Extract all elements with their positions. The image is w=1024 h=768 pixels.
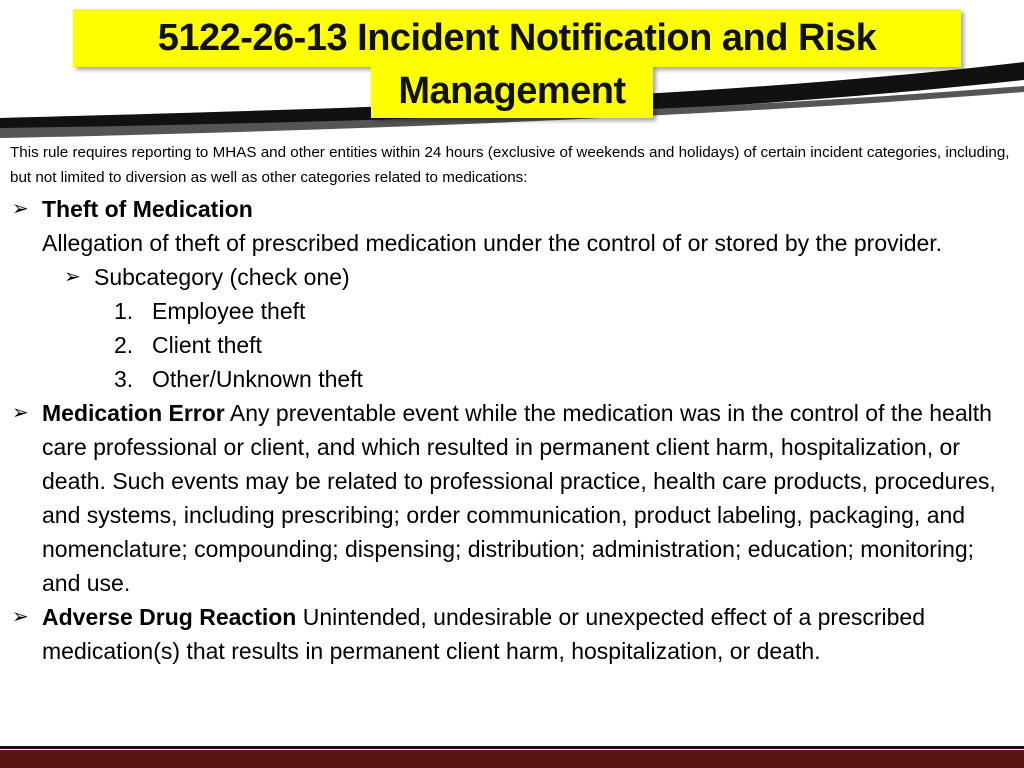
theft-heading-row bbox=[10, 192, 1015, 226]
footer-bar bbox=[0, 750, 1024, 768]
theft-description: Allegation of theft of prescribed medication under the control of or stored by the provider. bbox=[42, 230, 943, 256]
slide-content bbox=[10, 140, 1015, 668]
footer-line bbox=[0, 746, 1024, 749]
theft-subcategory-row bbox=[10, 260, 1015, 294]
list-item bbox=[10, 328, 1015, 362]
arrow-bullet-icon: ➢ bbox=[64, 266, 81, 288]
list-number: 1. bbox=[114, 298, 134, 324]
arrow-bullet-icon: ➢ bbox=[12, 402, 29, 424]
medication-error-text: Any preventable event while the medication was in the control of the health care professional or client, and which resulted in permanent client harm, hospitalization, or death. Such events may be related to professional practice, health care products, procedures, and systems, including prescribing; order communication, product labeling, packaging, and nomenclature; compounding; dispensing; distribution; administration; education; monitoring; and use. bbox=[42, 400, 996, 596]
medication-error-row bbox=[10, 396, 1015, 600]
list-number: 2. bbox=[114, 332, 134, 358]
list-number: 3. bbox=[114, 366, 134, 392]
list-label: Employee theft bbox=[152, 298, 306, 324]
list-label: Client theft bbox=[152, 332, 262, 358]
title-line-2: Management bbox=[371, 66, 653, 118]
theft-heading: Theft of Medication bbox=[42, 196, 253, 222]
title-line-1: 5122-26-13 Incident Notification and Risk bbox=[73, 9, 961, 67]
list-item bbox=[10, 362, 1015, 396]
list-item bbox=[10, 294, 1015, 328]
adverse-drug-reaction-row bbox=[10, 600, 1015, 668]
adverse-drug-reaction-text: Unintended, undesirable or unexpected effect of a prescribed medication(s) that results in permanent client harm, hospitalization, or death. bbox=[42, 604, 926, 664]
arrow-bullet-icon: ➢ bbox=[12, 606, 29, 628]
medication-error-heading: Medication Error bbox=[42, 400, 225, 426]
list-label: Other/Unknown theft bbox=[152, 366, 363, 392]
intro-text: This rule requires reporting to MHAS and other entities within 24 hours (exclusive of weekends and holidays) of certain incident categories, including, but not limited to diversion as well as other categories related to medications: bbox=[10, 144, 1010, 186]
adverse-drug-reaction-heading: Adverse Drug Reaction bbox=[42, 604, 297, 630]
subcategory-heading: Subcategory (check one) bbox=[94, 264, 350, 290]
arrow-bullet-icon: ➢ bbox=[12, 198, 29, 220]
